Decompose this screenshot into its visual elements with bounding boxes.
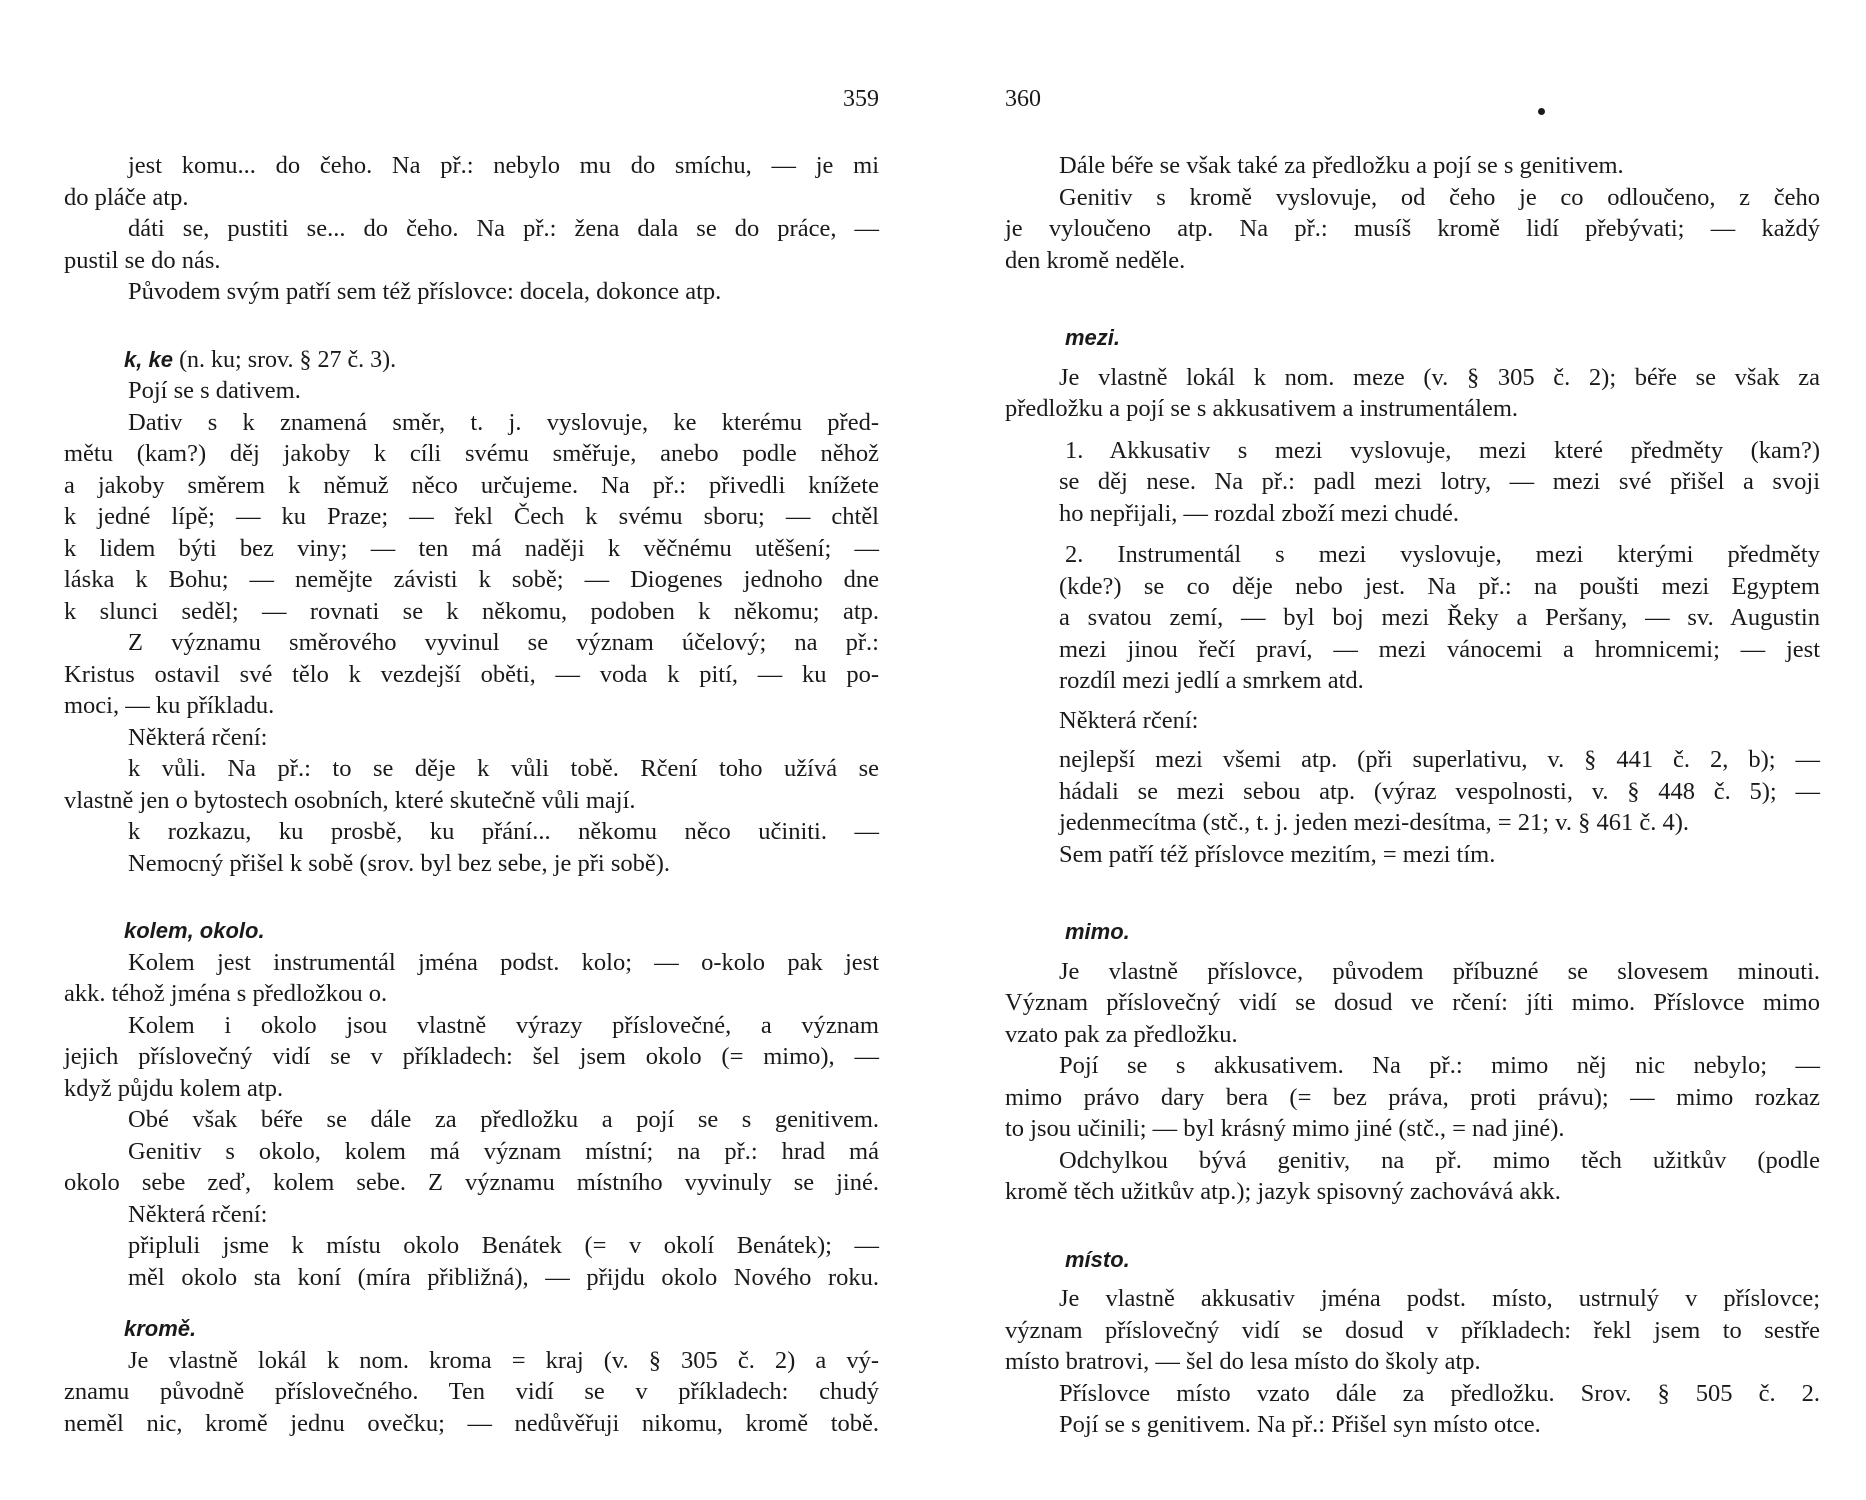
text-line: Nemocný přišel k sobě (srov. byl bez sebe, je při sobě). xyxy=(128,849,671,877)
text-line: hádali se mezi sebou atp. (výraz vespolnosti, v. § 448 č. 5); — xyxy=(1059,777,1820,805)
text-line: Dativ s k znamená směr, t. j. vyslovuje, ke kterému před- xyxy=(128,408,879,436)
text-block xyxy=(1005,705,1820,737)
text-line: Některá rčení: xyxy=(1059,706,1199,734)
text-line: předložku a pojí se s akkusativem a instrumentálem. xyxy=(1005,395,1519,422)
text-block xyxy=(1005,150,1820,276)
text-line: Obé však béře se dále za předložku a pojí se s genitivem. xyxy=(128,1106,879,1133)
text-line: nejlepší mezi všemi atp. (při superlativu, v. § 441 č. 2, b); — xyxy=(1059,746,1820,773)
text-line: pustil se do nás. xyxy=(64,246,221,274)
text-line: Kristus ostavil své tělo k vezdejší oběti, — voda k pití, — ku po- xyxy=(64,660,879,688)
text-block xyxy=(1005,1283,1820,1441)
text-line: Příslovce místo vzato dále za předložku. Srov. § 505 č. 2. xyxy=(1059,1379,1820,1407)
text-line: mimo právo dary bera (= bez práva, proti právu); — mimo rozkaz xyxy=(1005,1083,1820,1111)
print-mark xyxy=(1538,108,1545,115)
text-block xyxy=(1005,744,1820,870)
text-block xyxy=(64,1345,879,1440)
text-line: Je vlastně akkusativ jména podst. místo, ustrnulý v příslovce; xyxy=(1059,1285,1820,1312)
text-line: Genitiv s okolo, kolem má význam místní; na př.: hrad má xyxy=(128,1137,879,1165)
text-line: den kromě neděle. xyxy=(1005,246,1186,274)
text-line: Je vlastně lokál k nom. meze (v. § 305 č. 2); béře se však za xyxy=(1059,363,1820,391)
text-block xyxy=(64,375,879,879)
text-line: Dále béře se však také za předložku a pojí se s genitivem. xyxy=(1059,152,1624,179)
text-line: ho nepřijali, — rozdal zboží mezi chudé. xyxy=(1059,499,1460,527)
numbered-item-1 xyxy=(1005,435,1820,530)
text-line: jedenmecítma (stč., t. j. jeden mezi-desítma, = 21; v. § 461 č. 4). xyxy=(1059,809,1689,836)
text-line: jest komu... do čeho. Na př.: nebylo mu do smíchu, — je mi xyxy=(128,152,879,179)
text-line: místo bratrovi, — šel do lesa místo do školy atp. xyxy=(1005,1348,1481,1375)
page-number: 360 xyxy=(1005,86,1041,112)
section-heading-misto: místo. xyxy=(1065,1246,1130,1272)
text-line: (kde?) se co děje nebo jest. Na př.: na poušti mezi Egyptem xyxy=(1059,572,1820,600)
text-line: Genitiv s kromě vyslovuje, od čeho je co odloučeno, z čeho xyxy=(1059,183,1820,211)
text-line: jejich příslovečný vidí se v příkladech: šel jsem okolo (= mimo), — xyxy=(64,1043,879,1070)
text-column xyxy=(1005,150,1820,1441)
text-line: Je vlastně příslovce, původem příbuzné se slovesem minouti. xyxy=(1059,957,1820,985)
text-line: a jakoby směrem k němuž něco určujeme. Na př.: přivedli knížete xyxy=(64,471,879,499)
text-line: Z významu směrového vyvinul se význam účelový; na př.: xyxy=(128,629,879,656)
section-heading-kolem: kolem, okolo. xyxy=(124,918,265,943)
text-line: Význam příslovečný vidí se dosud ve rčení: jíti mimo. Příslovce mimo xyxy=(1005,989,1820,1016)
section-heading-k: k, ke (n. ku; srov. § 27 č. 3). xyxy=(124,346,397,373)
text-line: k slunci seděl; — rovnati se k někomu, podoben k někomu; atp. xyxy=(64,597,879,625)
text-line: Sem patří též příslovce mezitím, = mezi tím. xyxy=(1059,840,1496,868)
text-line: k vůli. Na př.: to se děje k vůli tobě. Rčení toho užívá se xyxy=(128,755,879,782)
text-line: Kolem jest instrumentál jména podst. kolo; — o-kolo pak jest xyxy=(128,948,879,976)
text-line: Je vlastně lokál k nom. kroma = kraj (v. § 305 č. 2) a vý- xyxy=(128,1346,879,1374)
text-line: když půjdu kolem atp. xyxy=(64,1074,284,1102)
text-line: mezi jinou řečí praví, — mezi vánocemi a hromnicemi; — jest xyxy=(1059,635,1820,663)
text-line: 2. Instrumentál s mezi vyslovuje, mezi kterými předměty xyxy=(1065,541,1820,568)
text-line: Původem svým patří sem též příslovce: docela, dokonce atp. xyxy=(128,278,722,305)
text-line: měl okolo sta koní (míra přibližná), — přijdu okolo Nového roku. xyxy=(128,1263,879,1291)
text-line: je vyloučeno atp. Na př.: musíš kromě lidí přebývati; — každý xyxy=(1005,215,1820,242)
text-block xyxy=(64,150,879,308)
right-page xyxy=(933,0,1866,1500)
text-line: se děj nese. Na př.: padl mezi lotry, — mezi své přišel a svoji xyxy=(1059,468,1820,495)
text-block xyxy=(1005,362,1820,425)
text-line: Některá rčení: xyxy=(128,1200,268,1228)
section-heading-mimo: mimo. xyxy=(1065,919,1130,944)
page-number: 359 xyxy=(843,86,879,112)
text-line: Některá rčení: xyxy=(128,723,268,751)
text-line: 1. Akkusativ s mezi vyslovuje, mezi které předměty (kam?) xyxy=(1065,436,1820,464)
text-line: k rozkazu, ku prosbě, ku přání... někomu něco učiniti. — xyxy=(128,818,879,845)
text-line: Pojí se s dativem. xyxy=(128,377,301,404)
text-line: okolo sebe zeď, kolem sebe. Z významu místního vyvinuly se jiné. xyxy=(64,1169,879,1196)
text-line: akk. téhož jména s předložkou o. xyxy=(64,980,388,1007)
text-line: význam příslovečný vidí se dosud v příkladech: řekl jsem to sestře xyxy=(1005,1316,1820,1344)
text-line: vlastně jen o bytostech osobních, které skutečně vůli mají. xyxy=(64,786,636,814)
text-line: vzato pak za předložku. xyxy=(1005,1020,1238,1048)
text-line: znamu původně příslovečného. Ten vidí se v příkladech: chudý xyxy=(64,1378,879,1405)
text-line: Odchylkou bývá genitiv, na př. mimo těch užitkův (podle xyxy=(1059,1146,1820,1174)
text-line: kromě těch užitkův atp.); jazyk spisovný zachovává akk. xyxy=(1005,1178,1561,1205)
text-line: Kolem i okolo jsou vlastně výrazy příslovečné, a význam xyxy=(128,1011,879,1039)
text-line: k jedné lípě; — ku Praze; — řekl Čech k svému sboru; — chtěl xyxy=(64,503,879,530)
section-heading-mezi: mezi. xyxy=(1065,325,1121,350)
text-line: dáti se, pustiti se... do čeho. Na př.: žena dala se do práce, — xyxy=(128,215,879,242)
text-line: moci, — ku příkladu. xyxy=(64,692,275,719)
text-line: k lidem býti bez viny; — ten má naději k věčnému utěšení; — xyxy=(64,534,879,562)
section-heading-krome: kromě. xyxy=(124,1316,197,1341)
text-block xyxy=(64,947,879,1294)
text-line: rozdíl mezi jedlí a smrkem atd. xyxy=(1059,667,1364,694)
text-line: to jsou učinili; — byl krásný mimo jiné (stč., = nad jiné). xyxy=(1005,1115,1565,1142)
text-line: do pláče atp. xyxy=(64,183,189,211)
numbered-item-2 xyxy=(1005,539,1820,697)
text-line: Pojí se s genitivem. Na př.: Přišel syn místo otce. xyxy=(1059,1411,1541,1438)
text-line: připluli jsme k místu okolo Benátek (= v okolí Benátek); — xyxy=(128,1232,879,1259)
text-line: mětu (kam?) děj jakoby k cíli svému směřuje, anebo podle něhož xyxy=(64,440,879,467)
text-line: láska k Bohu; — nemějte závisti k sobě; — Diogenes jednoho dne xyxy=(64,566,879,593)
text-column xyxy=(64,150,879,1439)
text-line: Pojí se s akkusativem. Na př.: mimo něj nic nebylo; — xyxy=(1059,1052,1820,1079)
text-line: neměl nic, kromě jednu ovečku; — nedůvěřuji nikomu, kromě tobě. xyxy=(64,1409,879,1437)
text-block xyxy=(1005,956,1820,1208)
text-line: a svatou zemí, — byl boj mezi Řeky a Peršany, — sv. Augustin xyxy=(1059,604,1820,631)
